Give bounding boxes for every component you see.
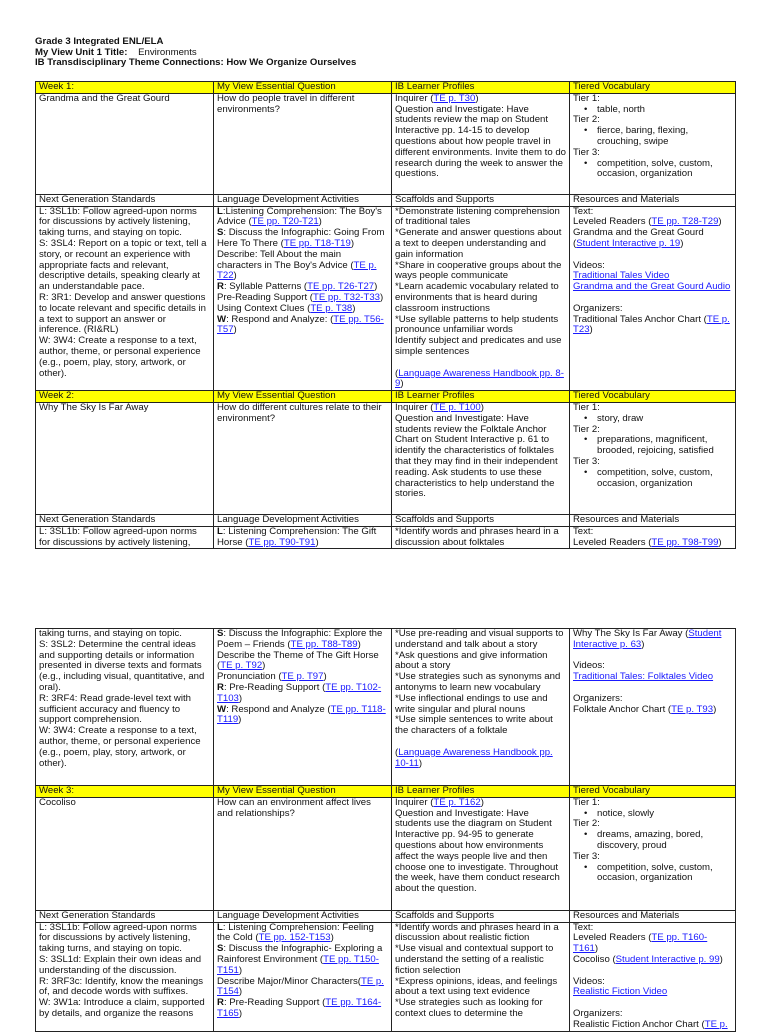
grade-title: Grade 3 Integrated ENL/ELA xyxy=(35,36,164,47)
handbook-link[interactable]: Language Awareness Handbook pp. 8-9 xyxy=(395,367,564,390)
handbook-link[interactable]: Language Awareness Handbook pp. 10-11 xyxy=(395,746,553,769)
ib-learner-profile: Inquirer (TE p. T30) Question and Investigate: Have students review the map on Student Interactive pp. 14-15 to develop questions about how people travel in different environments. Invite them to do research during the week to answer the questions. xyxy=(392,93,570,194)
language-activities: L: Listening Comprehension: Feeling the Cold (TE pp. 152-T153) S: Discuss the Infographic- Exploring a Rainforest Environment (TE pp. T150-T151) Describe Major/Minor Characters(TE p. T154) R: Pre-Reading Support (TE pp. T164-T165) xyxy=(214,922,392,1031)
lang-link[interactable]: TE pp. T18-T19 xyxy=(283,237,351,249)
lang-header: Language Development Activities xyxy=(214,514,392,526)
resource-link[interactable]: TE pp. T160-T161 xyxy=(573,932,708,955)
standards-list: L: 3SL1b: Follow agreed-upon norms for discussions by actively listening, taking turns, and staying on topic. S: 3SL4: Report on a topic or text, tell a story, or recount an experience with appropriate facts and relevant, descriptive details, speaking clearly at an understandable pace. R: 3R1: Develop and answer questions to locate relevant and specific details in a text to support an answer or inference. (RI&RL) W: 3W4: Create a response to a text, author, theme, or personal experience (e.g., poem, play, story, artwork, or other). xyxy=(36,206,214,391)
lang-link[interactable]: TE pp. T164-T165 xyxy=(217,997,382,1019)
week2-detail-row-top xyxy=(36,526,736,549)
tiered-vocabulary: Tier 1: • table, north Tier 2: • fierce, baring, flexing, crouching, swipe Tier 3: • competition, solve, custom, occasion, organization xyxy=(570,93,736,194)
video-link[interactable]: Realistic Fiction Video xyxy=(573,986,668,998)
resources-list: Why The Sky Is Far Away (Student Interactive p. 63) Videos: Traditional Tales: Folktales Video Organizers: Folktale Anchor Chart (TE p. T93) xyxy=(570,629,736,786)
planning-table-page-2 xyxy=(35,628,735,1032)
story-title: Cocoliso xyxy=(36,797,214,910)
lang-link[interactable]: TE p. T92 xyxy=(220,660,263,672)
ib-learner-profile: Inquirer (TE p. T100) Question and Investigate: Have students review the Folktale Anchor Chart on Student Interactive p. 61 to identify the characteristics of folktales that they may find in their independent reading. Ask students to use these characteristics to help understand the stories. xyxy=(392,402,570,514)
standards-list: L: 3SL1b: Follow agreed-upon norms for discussions by actively listening, taking turns, and staying on topic. S: 3SL1d: Explain their own ideas and understanding of the discussion. R: 3RF3c: Identify, know the meanings of, and decode words with suffixes. W: 3W1a: Introduce a claim, supported by details, and organize the reasons xyxy=(36,922,214,1031)
week1-label-row xyxy=(36,194,736,206)
tiered-vocabulary: Tier 1: • notice, slowly Tier 2: • dreams, amazing, bored, discovery, proud Tier 3: • competition, solve, custom, occasion, organization xyxy=(570,797,736,910)
scaffolds-list: *Identify words and phrases heard in a discussion about realistic fiction *Use visual and contextual support to understand the setting of a realistic fiction selection *Express opinions, ideas, and feelings about a text using text evidence *Use strategies such as looking for context clues to determine the xyxy=(392,922,570,1031)
theme-title: IB Transdisciplinary Theme Connections: How We Organize Ourselves xyxy=(35,57,357,68)
lang-link[interactable]: TE pp. T20-T21 xyxy=(251,216,319,228)
lang-link[interactable]: TE p. T154 xyxy=(217,975,384,998)
planning-table-continued xyxy=(35,628,736,1032)
week2-header-row xyxy=(36,391,736,403)
resource-link[interactable]: Student Interactive p. 63 xyxy=(573,628,722,650)
video-link[interactable]: Traditional Tales Video xyxy=(573,270,670,282)
vocab-header: Tiered Vocabulary xyxy=(570,82,736,94)
resource-link[interactable]: Student Interactive p. 19 xyxy=(576,237,681,249)
vocab-header: Tiered Vocabulary xyxy=(570,786,736,798)
resources-list: Text: Leveled Readers (TE pp. T28-T29) Grandma and the Great Gourd (Student Interactive p. 19) Videos: Traditional Tales Video Grandma and the Great Gourd Audio Organizers: Traditional Tales Anchor Chart (TE p. T23) xyxy=(570,206,736,391)
resource-link[interactable]: Student Interactive p. 99 xyxy=(615,953,720,965)
lang-link[interactable]: TE p. T97 xyxy=(281,671,324,683)
story-title: Why The Sky Is Far Away xyxy=(36,402,214,514)
ib-link[interactable]: TE p. T30 xyxy=(433,92,476,104)
scaffolds-list: *Identify words and phrases heard in a discussion about folktales xyxy=(392,526,570,549)
language-activities: L:Listening Comprehension: The Boy's Advice (TE pp. T20-T21) S: Discuss the Infographic: Going From Here To There (TE pp. T18-T19) Describe: Tell About the main characters in The Boy's Advice (TE p. T22) R: Syllable Patterns (TE pp. T26-T27) Pre-Reading Support (TE pp. T32-T33) Using Context Clues (TE p. T38) W: Respond and Analyze: (TE pp. T56-T57) xyxy=(214,206,392,391)
week3-content-row xyxy=(36,797,736,910)
week1-content-row xyxy=(36,93,736,194)
essential-question: How do different cultures relate to their environment? xyxy=(214,402,392,514)
lang-link[interactable]: TE pp. T150-T151 xyxy=(217,953,379,976)
lang-link[interactable]: TE pp. T90-T91 xyxy=(248,536,316,548)
week3-label-row xyxy=(36,910,736,922)
week1-header-row xyxy=(36,82,736,94)
week1-detail-row xyxy=(36,206,736,391)
week-label: Week 2: xyxy=(36,391,214,403)
ib-link[interactable]: TE p. T100 xyxy=(433,401,481,413)
lang-link[interactable]: TE pp. T32-T33 xyxy=(313,291,381,303)
week3-detail-row xyxy=(36,922,736,1031)
planning-table-page-1 xyxy=(35,81,735,549)
week2-label-row xyxy=(36,514,736,526)
essential-question: How can an environment affect lives and relationships? xyxy=(214,797,392,910)
story-title: Grandma and the Great Gourd xyxy=(36,93,214,194)
lang-header: Language Development Activities xyxy=(214,910,392,922)
lang-header: Language Development Activities xyxy=(214,194,392,206)
essential-question: How do people travel in different environments? xyxy=(214,93,392,194)
resources-header: Resources and Materials xyxy=(570,910,736,922)
ib-header: IB Learner Profiles xyxy=(392,391,570,403)
scaffolds-header: Scaffolds and Supports xyxy=(392,194,570,206)
resources-header: Resources and Materials xyxy=(570,514,736,526)
essential-question-header: My View Essential Question xyxy=(214,391,392,403)
scaffolds-list: *Use pre-reading and visual supports to understand and talk about a story *Ask questions and give information about a story *Use strategies such as synonyms and antonyms to learn new vocabulary *Use inflectional endings to use and write singular and plural nouns *Use simple sentences to write about the characters of a folktale (Language Awareness Handbook pp. 10-11) xyxy=(392,629,570,786)
lang-link[interactable]: TE p. T38 xyxy=(310,302,353,314)
resources-list: Text: Leveled Readers (TE pp. T98-T99) xyxy=(570,526,736,549)
unit-title: My View Unit 1 Title: Environments xyxy=(35,46,197,58)
resource-link[interactable]: TE p. T23 xyxy=(573,313,730,336)
vocab-header: Tiered Vocabulary xyxy=(570,391,736,403)
ib-learner-profile: Inquirer (TE p. T162) Question and Investigate: Have students use the diagram on Student Interactive pp. 94-95 to generate questions about how environments affect the ways people live and then choose one to investigate. Throughout the week, have them conduct research about the question. xyxy=(392,797,570,910)
lang-link[interactable]: TE pp. T56-T57 xyxy=(217,313,384,336)
video-link[interactable]: Grandma and the Great Gourd Audio xyxy=(573,281,731,293)
lang-link[interactable]: TE p. T22 xyxy=(217,259,377,282)
week3-header-row xyxy=(36,786,736,798)
standards-header: Next Generation Standards xyxy=(36,910,214,922)
resource-link[interactable]: TE p. xyxy=(704,1018,728,1030)
scaffolds-header: Scaffolds and Supports xyxy=(392,514,570,526)
resource-link[interactable]: TE pp. T98-T99 xyxy=(651,536,719,548)
ib-header: IB Learner Profiles xyxy=(392,786,570,798)
document-header xyxy=(35,37,356,69)
ib-link[interactable]: TE p. T162 xyxy=(433,796,481,808)
lang-link[interactable]: TE pp. T102-T103 xyxy=(217,681,382,704)
resource-link[interactable]: TE pp. T28-T29 xyxy=(651,216,719,228)
language-activities: S: Discuss the Infographic: Explore the Poem – Friends (TE pp. T88-T89) Describe the Theme of The Gift Horse (TE p. T92) Pronunciation (TE p. T97) R: Pre-Reading Support (TE pp. T102-T103) W: Respond and Analyze (TE pp. T118-T119) xyxy=(214,629,392,786)
lang-link[interactable]: TE pp. 152-T153 xyxy=(258,932,331,944)
language-activities: L: Listening Comprehension: The Gift Horse (TE pp. T90-T91) xyxy=(214,526,392,549)
week2-detail-row-continued xyxy=(36,629,736,786)
resources-list: Text: Leveled Readers (TE pp. T160-T161) Cocoliso (Student Interactive p. 99) Videos: Realistic Fiction Video Organizers: Realistic Fiction Anchor Chart (TE p. xyxy=(570,922,736,1031)
essential-question-header: My View Essential Question xyxy=(214,786,392,798)
standards-list: taking turns, and staying on topic. S: 3SL2: Determine the central ideas and supporting details or information presented in diverse texts and formats (e.g., including visual, quantitative, and oral). R: 3RF4: Read grade-level text with sufficient accuracy and fluency to support comprehension. W: 3W4: Create a response to a text, author, theme, or personal experience (e.g., poem, play, story, artwork, or other). xyxy=(36,629,214,786)
video-link[interactable]: Traditional Tales: Folktales Video xyxy=(573,671,714,683)
scaffolds-list: *Demonstrate listening comprehension of traditional tales *Generate and answer questions about a text to deepen understanding and gain information *Share in cooperative groups about the ways people communicate *Learn academic vocabulary related to environments that is heard during classroom instructions *Use syllable patterns to help students pronounce unfamiliar words Identify subject and predicates and use simple sentences (Language Awareness Handbook pp. 8-9) xyxy=(392,206,570,391)
essential-question-header: My View Essential Question xyxy=(214,82,392,94)
tiered-vocabulary: Tier 1: • story, draw Tier 2: • preparations, magnificent, brooded, rejoicing, satisfied Tier 3: • competition, solve, custom, occasion, organization xyxy=(570,402,736,514)
resources-header: Resources and Materials xyxy=(570,194,736,206)
planning-table xyxy=(35,81,736,549)
ib-header: IB Learner Profiles xyxy=(392,82,570,94)
week-label: Week 3: xyxy=(36,786,214,798)
resource-link[interactable]: TE p. T93 xyxy=(671,703,714,715)
lang-link[interactable]: TE pp. T88-T89 xyxy=(290,638,358,650)
scaffolds-header: Scaffolds and Supports xyxy=(392,910,570,922)
standards-header: Next Generation Standards xyxy=(36,514,214,526)
lang-link[interactable]: TE pp. T26-T27 xyxy=(307,281,375,293)
lang-link[interactable]: TE pp. T118-T119 xyxy=(217,703,386,726)
standards-list: L: 3SL1b: Follow agreed-upon norms for discussions by actively listening, xyxy=(36,526,214,549)
week2-content-row xyxy=(36,402,736,514)
standards-header: Next Generation Standards xyxy=(36,194,214,206)
week-label: Week 1: xyxy=(36,82,214,94)
